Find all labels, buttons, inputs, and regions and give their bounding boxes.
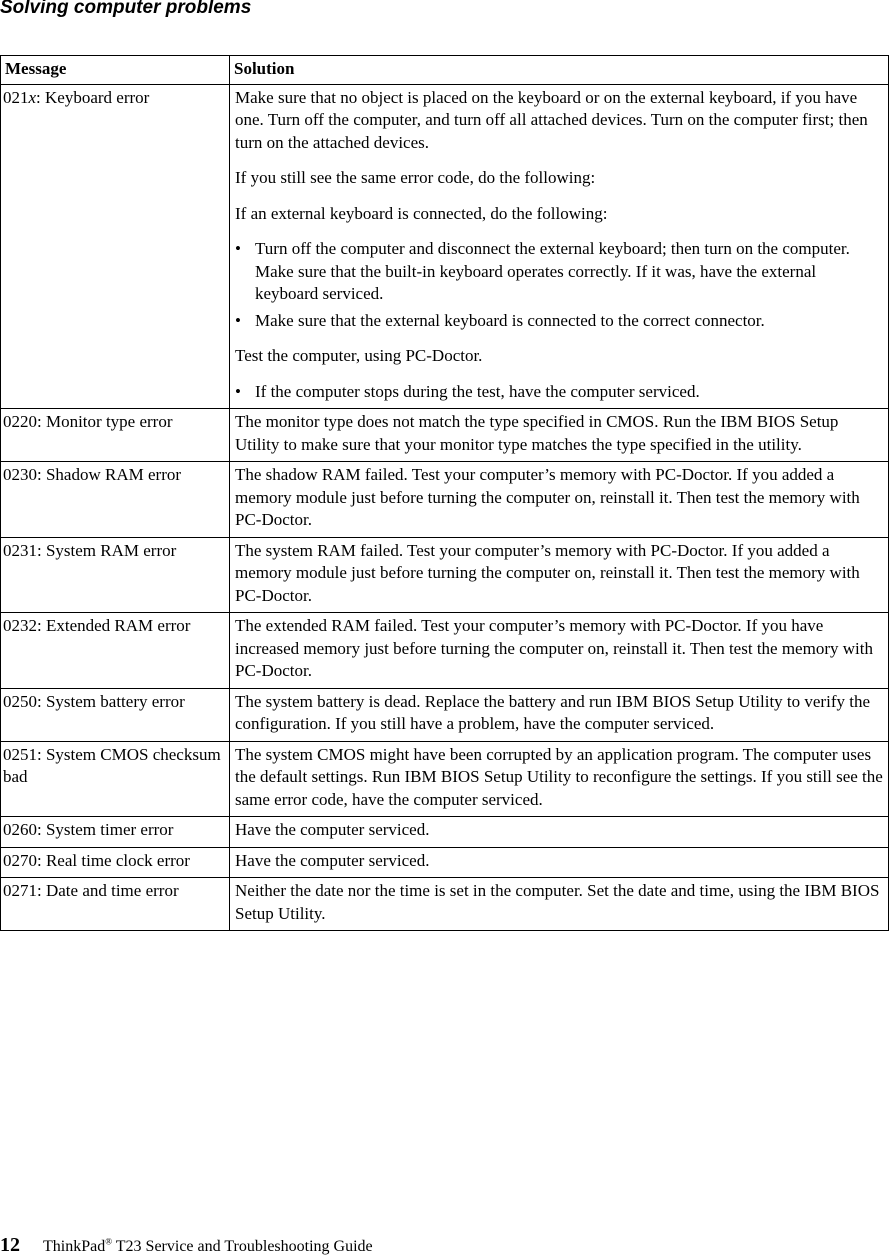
- table-row: [1, 847, 889, 878]
- table-row: [1, 537, 889, 613]
- book-title: [43, 1238, 373, 1255]
- solution-cell: The monitor type does not match the type specified in CMOS. Run the IBM BIOS Setup Utility to make sure that your monitor type matches the type specified in the utility.: [230, 409, 889, 462]
- solution-paragraph: If you still see the same error code, do the following:: [235, 168, 596, 187]
- message-cell: 0270: Real time clock error: [1, 847, 230, 878]
- solution-cell: The shadow RAM failed. Test your computer’s memory with PC-Doctor. If you added a memory module just before turning the computer on, reinstall it. Then test the memory with PC-Doctor.: [230, 462, 889, 538]
- solution-paragraph: Make sure that no object is placed on the keyboard or on the external keyboard, if you have one. Turn off the computer, and turn off all attached devices. Turn on the computer first; then turn on the attached devices.: [235, 87, 868, 152]
- table-row: [1, 84, 889, 409]
- table-row: [1, 688, 889, 741]
- message-code-prefix: 021: [3, 87, 29, 107]
- table-row: [1, 462, 889, 538]
- solution-column-header: Solution: [230, 56, 889, 85]
- table-row: [1, 409, 889, 462]
- error-message-table: [0, 55, 889, 931]
- solution-paragraph: Test the computer, using PC-Doctor.: [235, 346, 483, 365]
- bullet-text: Turn off the computer and disconnect the external keyboard; then turn on the computer. Make sure that the built-in keyboard operates correctly. If it was, have the external keyboard serviced.: [255, 239, 850, 303]
- message-cell: 0220: Monitor type error: [1, 409, 230, 462]
- message-cell: 0271: Date and time error: [1, 878, 230, 931]
- book-title-rest: T23 Service and Troubleshooting Guide: [112, 1238, 373, 1255]
- bullet-item: [235, 238, 886, 306]
- bullet-text: Make sure that the external keyboard is connected to the correct connector.: [255, 310, 765, 330]
- table-header-row: [1, 56, 889, 85]
- message-cell: 0230: Shadow RAM error: [1, 462, 230, 538]
- message-cell: 0250: System battery error: [1, 688, 230, 741]
- bullet-item: [235, 310, 886, 333]
- message-cell: 0260: System timer error: [1, 817, 230, 848]
- solution-cell: The system battery is dead. Replace the battery and run IBM BIOS Setup Utility to verify the configuration. If you still have a problem, have the computer serviced.: [230, 688, 889, 741]
- solution-cell: Have the computer serviced.: [230, 847, 889, 878]
- bullet-glyph: •: [235, 239, 241, 258]
- solution-cell: Have the computer serviced.: [230, 817, 889, 848]
- message-cell: [1, 84, 230, 409]
- table-row: [1, 817, 889, 848]
- page-number: 12: [0, 1234, 20, 1256]
- table-row: [1, 613, 889, 689]
- solution-cell: The system RAM failed. Test your computer’s memory with PC-Doctor. If you added a memory module just before turning the computer on, reinstall it. Then test the memory with PC-Doctor.: [230, 537, 889, 613]
- bullet-glyph: •: [235, 381, 241, 401]
- message-cell: 0251: System CMOS checksum bad: [1, 741, 230, 817]
- solution-paragraph: If an external keyboard is connected, do the following:: [235, 203, 608, 223]
- message-text: : Keyboard error: [36, 87, 150, 107]
- page-footer: [0, 1234, 373, 1257]
- solution-cell: Neither the date nor the time is set in the computer. Set the date and time, using the IBM BIOS Setup Utility.: [230, 878, 889, 931]
- bullet-item: [235, 381, 886, 404]
- message-cell: 0231: System RAM error: [1, 537, 230, 613]
- solution-cell: The extended RAM failed. Test your computer’s memory with PC-Doctor. If you have increased memory just before turning the computer on, reinstall it. Then test the memory with PC-Doctor.: [230, 613, 889, 689]
- solution-cell: The system CMOS might have been corrupted by an application program. The computer uses the default settings. Run IBM BIOS Setup Utility to reconfigure the settings. If you still see the same error code, have the computer serviced.: [230, 741, 889, 817]
- section-title: Solving computer problems: [0, 0, 252, 18]
- bullet-text: If the computer stops during the test, have the computer serviced.: [255, 381, 700, 401]
- message-code-variable: x: [28, 87, 37, 107]
- book-title-prefix: ThinkPad: [43, 1238, 106, 1255]
- table-row: [1, 878, 889, 931]
- message-cell: 0232: Extended RAM error: [1, 613, 230, 689]
- table-row: [1, 741, 889, 817]
- solution-cell: [230, 84, 889, 409]
- registered-trademark-mark: ®: [105, 1236, 113, 1247]
- message-column-header: Message: [1, 56, 230, 85]
- bullet-glyph: •: [235, 310, 241, 330]
